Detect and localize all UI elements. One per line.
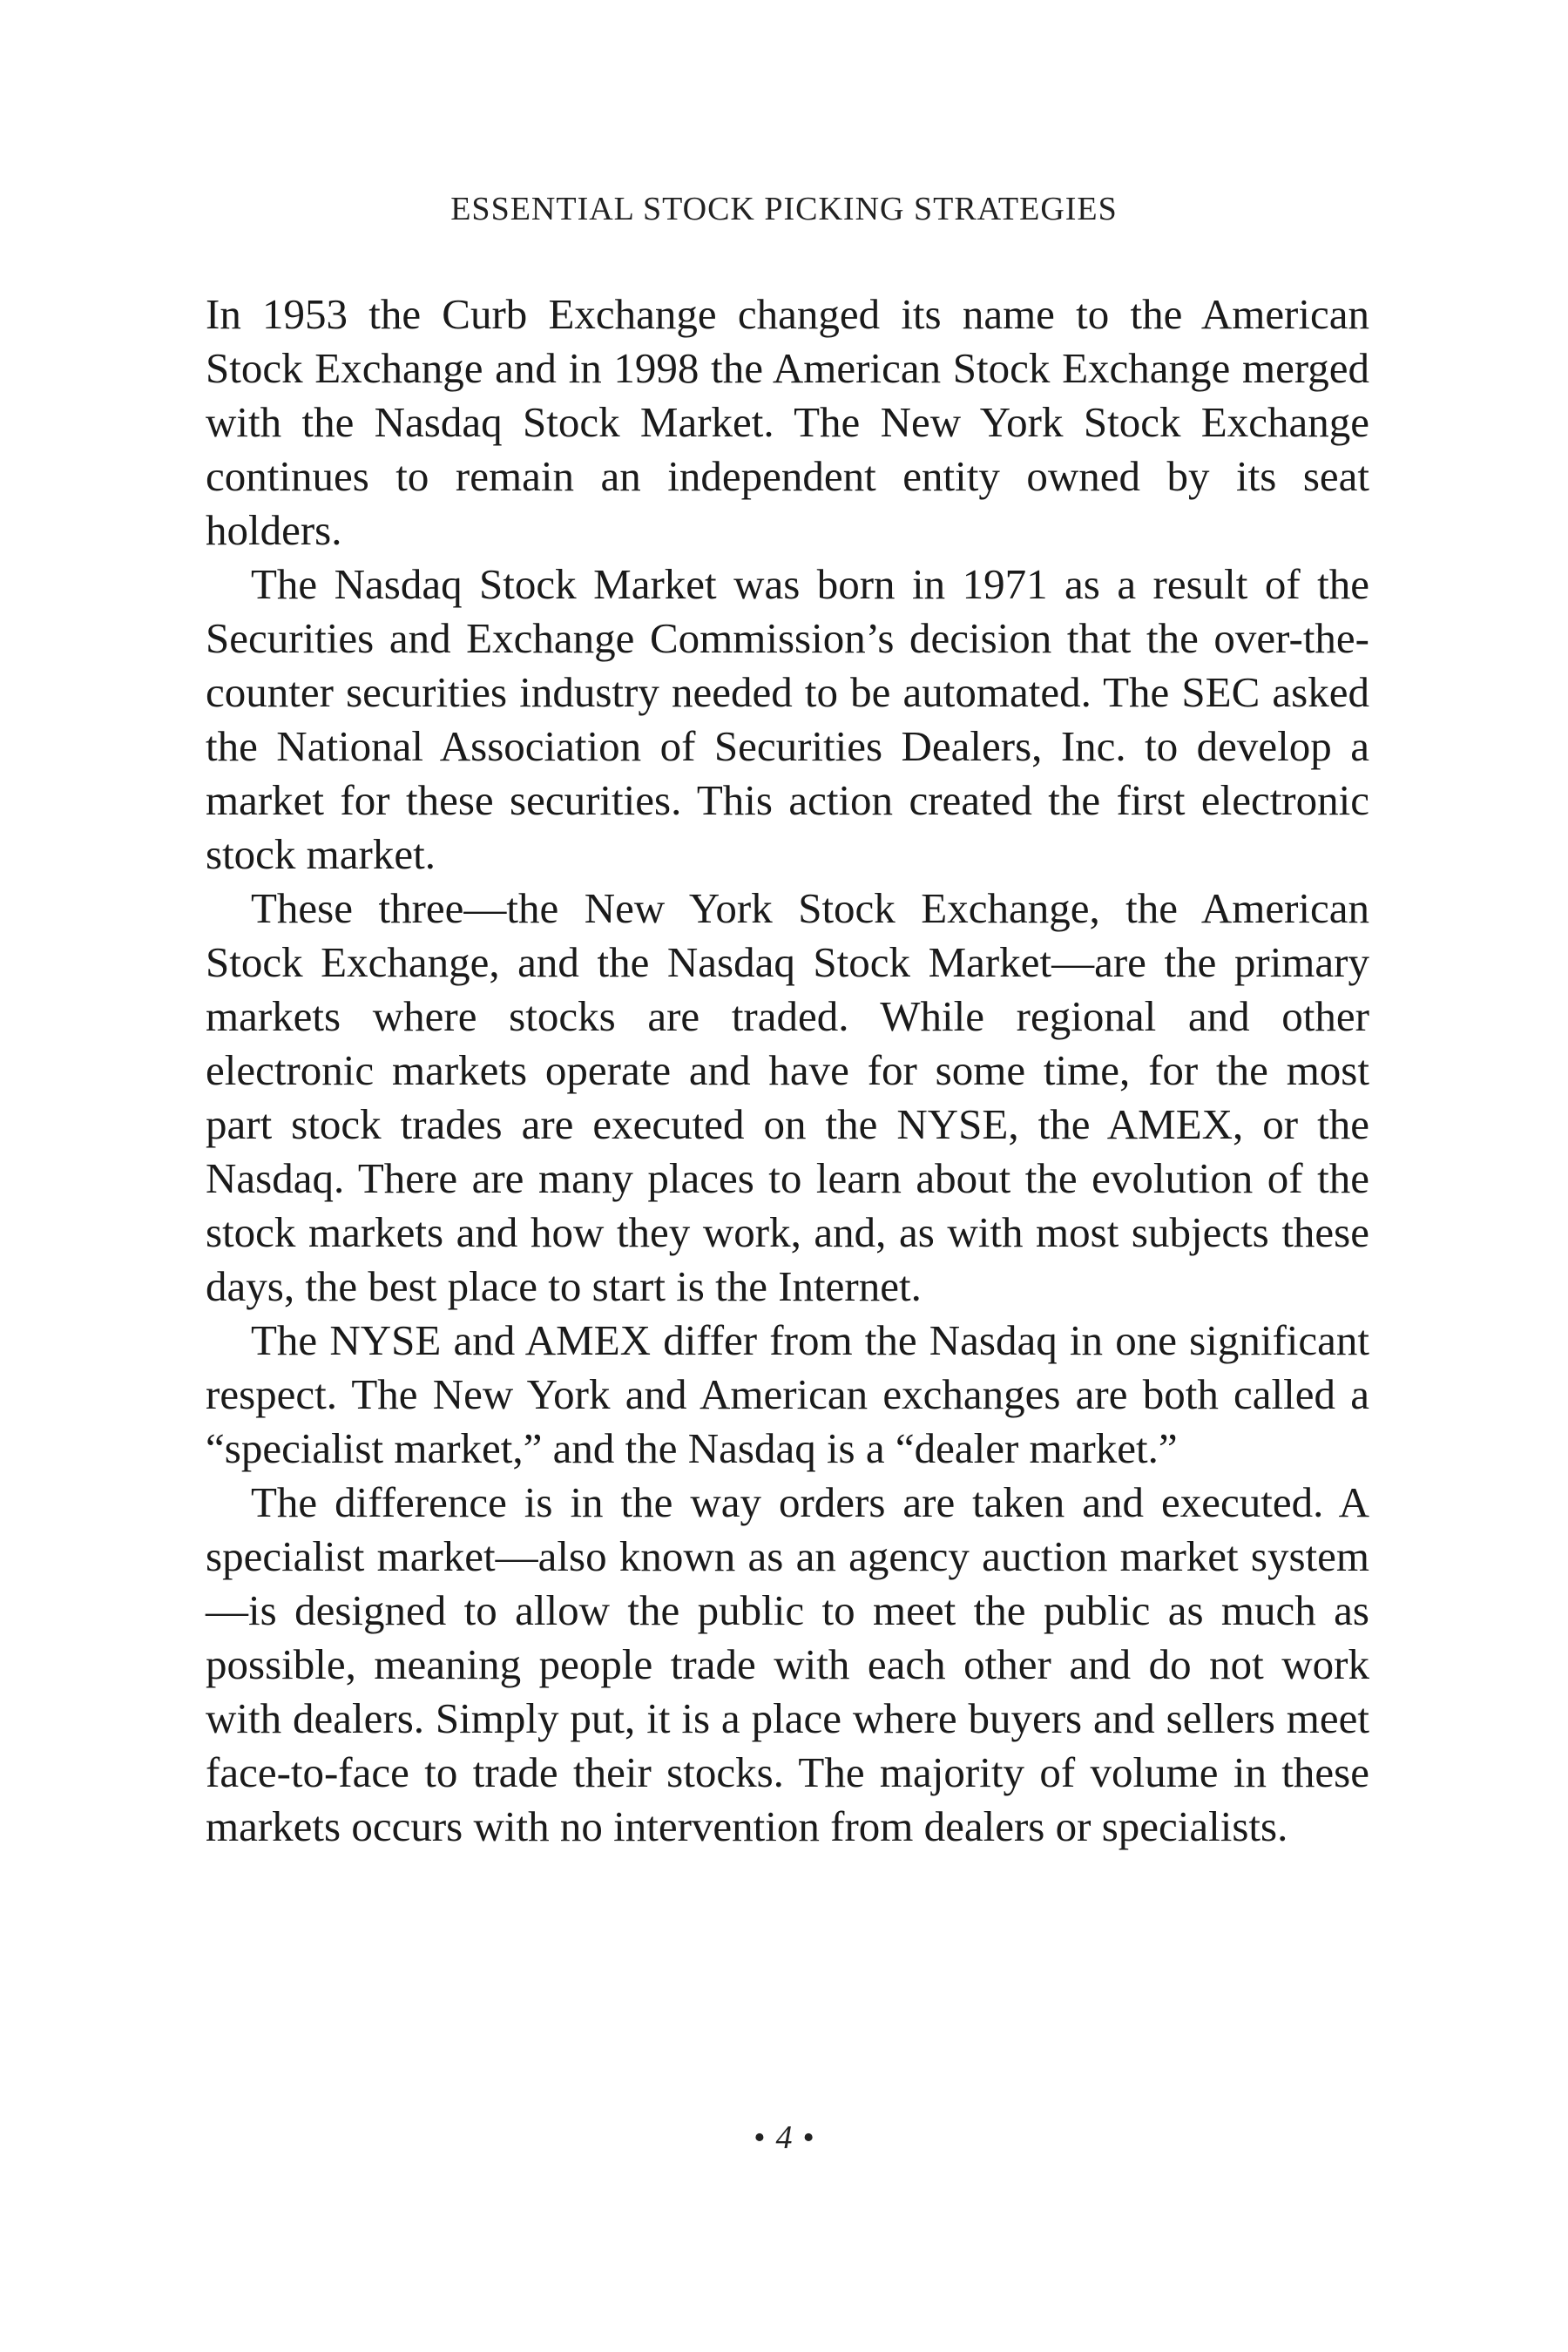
paragraph: The NYSE and AMEX differ from the Nasdaq in one significant respect. The New York and American exchanges are both called a “specialist market,” and the Nasdaq is a “dealer market.” (206, 1316, 1369, 1472)
paragraph: The difference is in the way orders are taken and executed. A specialist market—also known as an agency auction market system—is designed to allow the public to meet the public as much as possible, meaning people trade with each other and do not work with dealers. Simply put, it is a place where buyers and sellers meet face-to-face to trade their stocks. The majority of volume in these markets occurs with no intervention from dealers or specialists. (206, 1478, 1369, 1850)
bullet-right: • (802, 2119, 814, 2156)
paragraph: The Nasdaq Stock Market was born in 1971 as a result of the Securities and Exchange Commission’s decision that the over-the-counter securities industry needed to be automated. The SEC asked the National Association of Securities Dealers, Inc. to develop a market for these securities. This action created the first electronic stock market. (206, 560, 1369, 878)
page-number (0, 2119, 1568, 2157)
body-text (206, 287, 1369, 1854)
paragraph: These three—the New York Stock Exchange, the American Stock Exchange, and the Nasdaq Stock Market—are the primary markets where stocks are traded. While regional and other electronic markets operate and have for some time, for the most part stock trades are executed on the NYSE, the AMEX, or the Nasdaq. There are many places to learn about the evolution of the stock markets and how they work, and, as with most subjects these days, the best place to start is the Internet. (206, 884, 1369, 1310)
page-number-value: 4 (775, 2119, 793, 2156)
paragraph: In 1953 the Curb Exchange changed its name to the American Stock Exchange and in 1998 the American Stock Exchange merged with the Nasdaq Stock Market. The New York Stock Exchange continues to remain an independent entity owned by its seat holders. (206, 290, 1369, 554)
bullet-left: • (754, 2119, 766, 2156)
running-head: ESSENTIAL STOCK PICKING STRATEGIES (450, 191, 1118, 227)
